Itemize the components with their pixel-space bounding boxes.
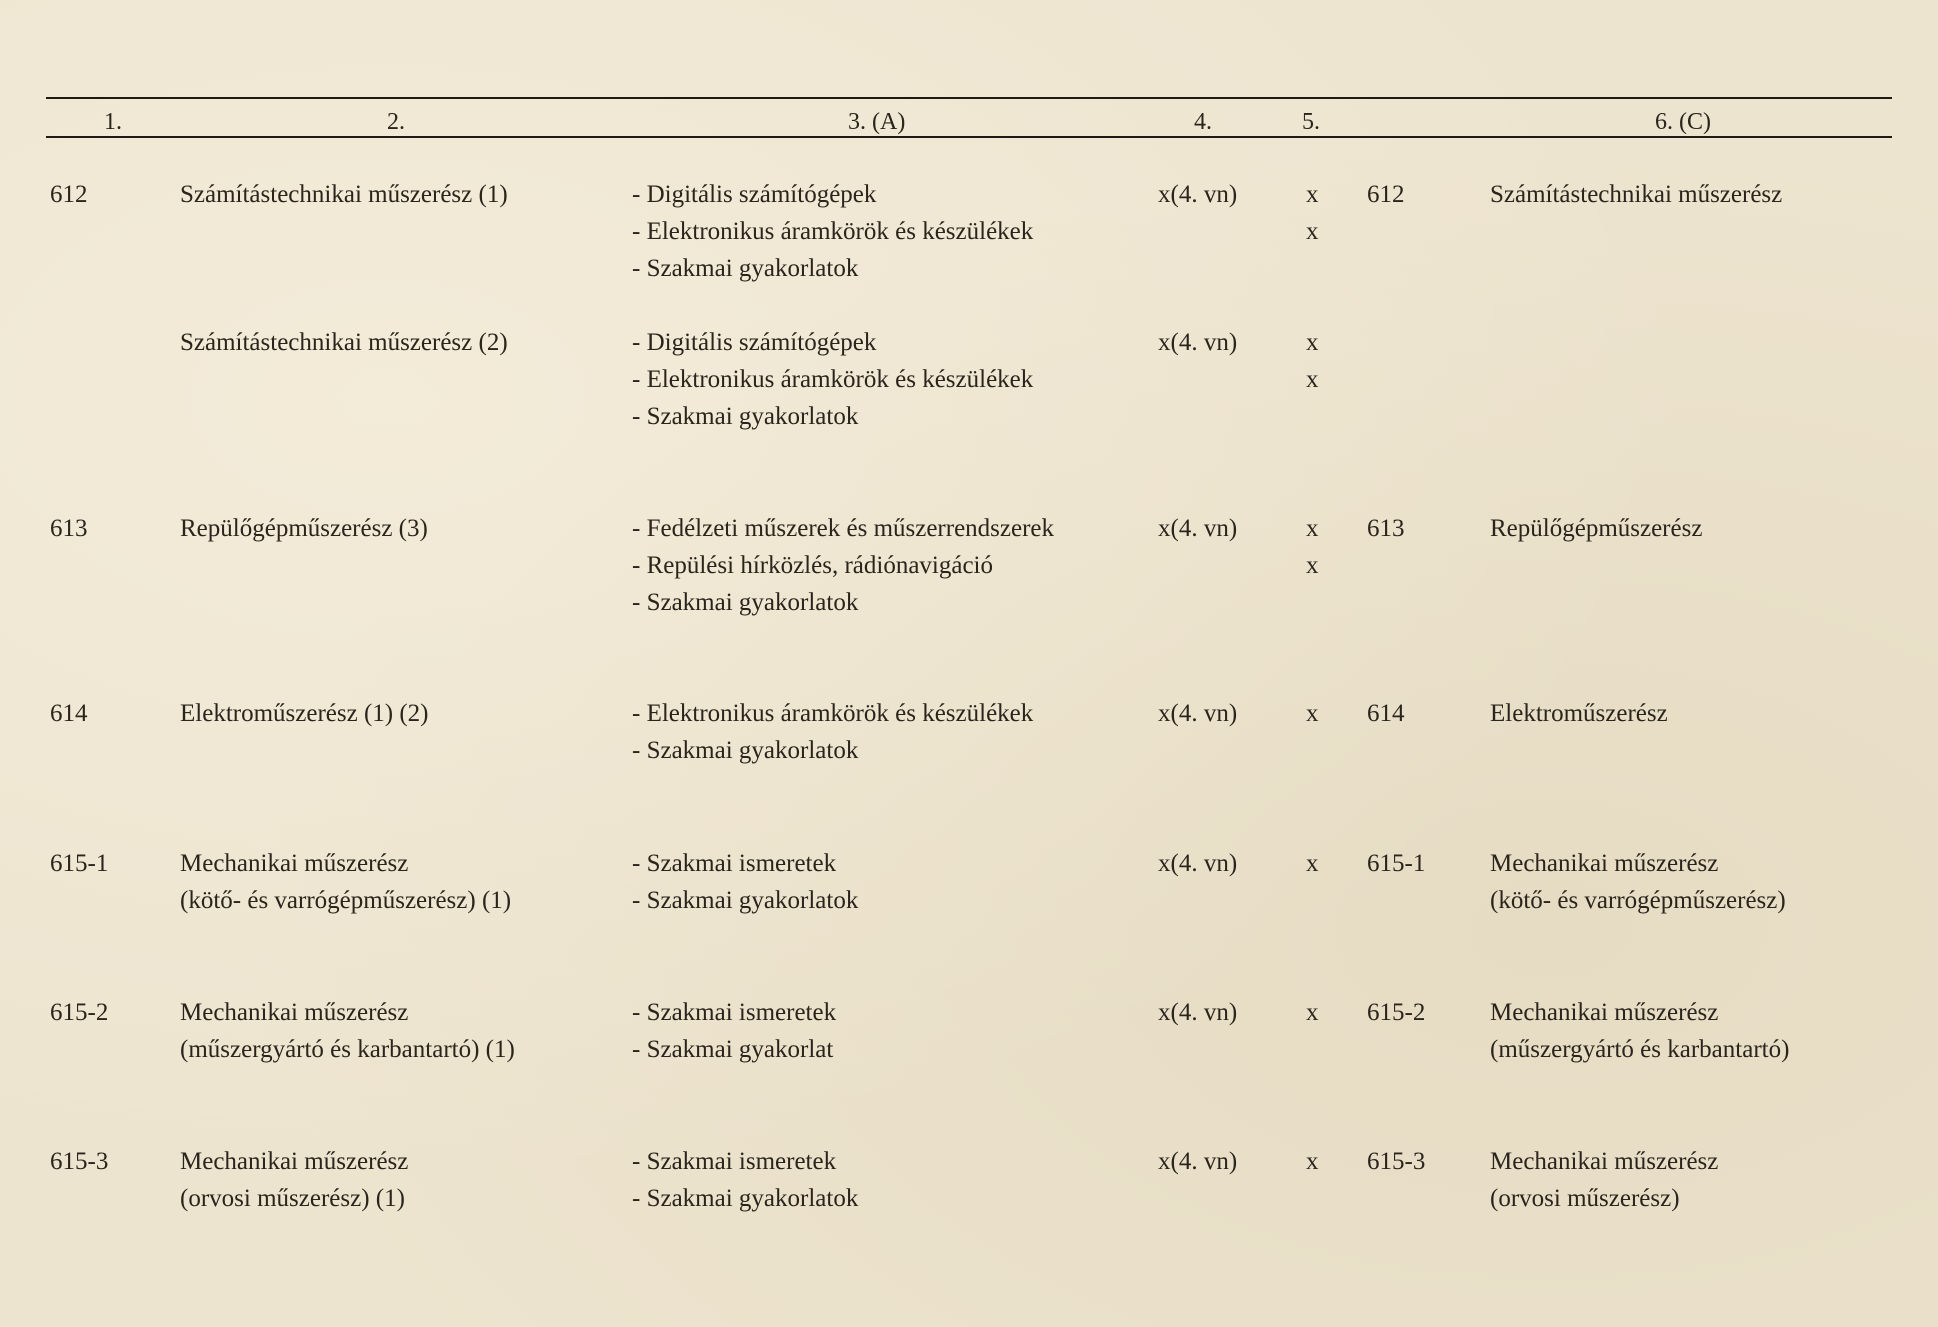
row-code6 — [1367, 695, 1405, 732]
header-col-6: 6. (C) — [1655, 109, 1711, 135]
row-code-line: 612 — [50, 181, 88, 208]
row-code-line: 613 — [50, 515, 88, 542]
row-subjects-line: - Fedélzeti műszerek és műszerrendszerek — [632, 515, 1055, 542]
row-occupation-name-line: (műszergyártó és karbantartó) (1) — [180, 1036, 515, 1063]
row-occupation-name — [180, 176, 508, 213]
row-subjects-line: - Szakmai gyakorlatok — [632, 1185, 859, 1212]
row-col5-marks — [1306, 994, 1319, 1031]
row-code-line: 615-3 — [50, 1148, 109, 1175]
row-code — [50, 695, 88, 732]
row-col4-line: x(4. vn) — [1158, 181, 1238, 208]
row-col4 — [1158, 845, 1237, 882]
row-subjects — [632, 994, 836, 1068]
row-col5-marks — [1306, 176, 1319, 250]
row-subjects — [632, 510, 1054, 621]
row-subjects — [632, 1143, 858, 1217]
row-col5-marks — [1306, 1143, 1319, 1180]
row-name6-line: (orvosi műszerész) — [1490, 1185, 1680, 1212]
row-subjects — [632, 695, 1033, 769]
row-col4 — [1158, 176, 1237, 213]
row-col5-marks — [1306, 324, 1319, 398]
row-col5-marks-line: x — [1306, 850, 1319, 877]
row-col5-marks — [1306, 845, 1319, 882]
row-name6 — [1490, 695, 1668, 732]
row-occupation-name-line: Repülőgépműszerész (3) — [180, 515, 428, 542]
row-code6 — [1367, 176, 1405, 213]
row-occupation-name-line: Mechanikai műszerész — [180, 1148, 409, 1175]
row-subjects — [632, 176, 1033, 287]
row-col4 — [1158, 1143, 1237, 1180]
row-name6-line: (műszergyártó és karbantartó) — [1490, 1036, 1790, 1063]
row-col4-line: x(4. vn) — [1158, 999, 1238, 1026]
row-subjects-line: - Elektronikus áramkörök és készülékek — [632, 366, 1034, 393]
row-col5-marks-line: x — [1306, 700, 1319, 727]
row-occupation-name-line: Elektroműszerész (1) (2) — [180, 700, 429, 727]
row-col5-marks-line: x — [1306, 366, 1319, 393]
row-code — [50, 1143, 108, 1180]
row-code6-line: 614 — [1367, 700, 1405, 727]
row-occupation-name-line: (kötő- és varrógépműszerész) (1) — [180, 887, 512, 914]
row-col5-marks — [1306, 510, 1319, 584]
row-name6 — [1490, 994, 1789, 1068]
header-col-3: 3. (A) — [848, 109, 906, 135]
row-col4-line: x(4. vn) — [1158, 1148, 1238, 1175]
row-occupation-name-line: Mechanikai műszerész — [180, 850, 409, 877]
row-code6 — [1367, 994, 1425, 1031]
row-subjects-line: - Elektronikus áramkörök és készülékek — [632, 218, 1034, 245]
row-subjects-line: - Szakmai gyakorlatok — [632, 589, 859, 616]
row-occupation-name-line: Számítástechnikai műszerész (2) — [180, 329, 508, 356]
row-code6-line: 615-1 — [1367, 850, 1426, 877]
row-code-line: 614 — [50, 700, 88, 727]
row-col4-line: x(4. vn) — [1158, 850, 1238, 877]
row-code6 — [1367, 1143, 1425, 1180]
row-subjects-line: - Szakmai ismeretek — [632, 999, 837, 1026]
row-occupation-name — [180, 695, 429, 732]
row-subjects-line: - Repülési hírközlés, rádiónavigáció — [632, 552, 993, 579]
row-col4-line: x(4. vn) — [1158, 515, 1238, 542]
row-occupation-name — [180, 510, 428, 547]
row-subjects-line: - Szakmai gyakorlatok — [632, 737, 859, 764]
row-name6-line: (kötő- és varrógépműszerész) — [1490, 887, 1786, 914]
row-code6-line: 612 — [1367, 181, 1405, 208]
row-name6 — [1490, 845, 1786, 919]
row-code-line: 615-1 — [50, 850, 109, 877]
row-subjects-line: - Szakmai ismeretek — [632, 1148, 837, 1175]
row-occupation-name — [180, 324, 508, 361]
row-code6 — [1367, 510, 1405, 547]
row-name6-line: Mechanikai műszerész — [1490, 999, 1719, 1026]
row-occupation-name — [180, 1143, 408, 1217]
row-subjects-line: - Szakmai gyakorlat — [632, 1036, 834, 1063]
row-col4-line: x(4. vn) — [1158, 700, 1238, 727]
row-code — [50, 845, 108, 882]
row-col4 — [1158, 994, 1237, 1031]
header-col-4: 4. — [1194, 109, 1212, 135]
header-col-1: 1. — [104, 109, 122, 135]
row-name6-line: Mechanikai műszerész — [1490, 1148, 1719, 1175]
row-col4 — [1158, 324, 1237, 361]
header-col-2: 2. — [387, 109, 405, 135]
row-code — [50, 510, 88, 547]
row-name6 — [1490, 510, 1702, 547]
row-occupation-name-line: (orvosi műszerész) (1) — [180, 1185, 405, 1212]
row-code-line: 615-2 — [50, 999, 109, 1026]
row-code6 — [1367, 845, 1425, 882]
row-code6-line: 615-3 — [1367, 1148, 1426, 1175]
header-bottom-rule — [46, 136, 1892, 138]
header-col-5: 5. — [1302, 109, 1320, 135]
row-subjects-line: - Szakmai gyakorlatok — [632, 887, 859, 914]
row-subjects-line: - Szakmai gyakorlatok — [632, 255, 859, 282]
row-col5-marks-line: x — [1306, 1148, 1319, 1175]
row-subjects — [632, 324, 1033, 435]
row-subjects-line: - Szakmai gyakorlatok — [632, 403, 859, 430]
row-name6-line: Számítástechnikai műszerész — [1490, 181, 1783, 208]
row-subjects-line: - Elektronikus áramkörök és készülékek — [632, 700, 1034, 727]
row-col5-marks-line: x — [1306, 999, 1319, 1026]
row-col4-line: x(4. vn) — [1158, 329, 1238, 356]
row-occupation-name-line: Számítástechnikai műszerész (1) — [180, 181, 508, 208]
row-occupation-name-line: Mechanikai műszerész — [180, 999, 409, 1026]
row-occupation-name — [180, 994, 515, 1068]
row-col5-marks-line: x — [1306, 181, 1319, 208]
row-name6 — [1490, 176, 1782, 213]
row-col5-marks — [1306, 695, 1319, 732]
row-col5-marks-line: x — [1306, 329, 1319, 356]
row-name6-line: Mechanikai műszerész — [1490, 850, 1719, 877]
row-col5-marks-line: x — [1306, 515, 1319, 542]
row-name6-line: Repülőgépműszerész — [1490, 515, 1703, 542]
row-subjects — [632, 845, 858, 919]
row-name6 — [1490, 1143, 1718, 1217]
row-occupation-name — [180, 845, 511, 919]
row-name6-line: Elektroműszerész — [1490, 700, 1668, 727]
row-col5-marks-line: x — [1306, 218, 1319, 245]
row-col5-marks-line: x — [1306, 552, 1319, 579]
row-subjects-line: - Digitális számítógépek — [632, 329, 877, 356]
row-code — [50, 176, 88, 213]
header-top-rule — [46, 97, 1892, 99]
row-subjects-line: - Digitális számítógépek — [632, 181, 877, 208]
row-code — [50, 994, 108, 1031]
row-col4 — [1158, 510, 1237, 547]
row-col4 — [1158, 695, 1237, 732]
row-subjects-line: - Szakmai ismeretek — [632, 850, 837, 877]
row-code6-line: 613 — [1367, 515, 1405, 542]
row-code6-line: 615-2 — [1367, 999, 1426, 1026]
